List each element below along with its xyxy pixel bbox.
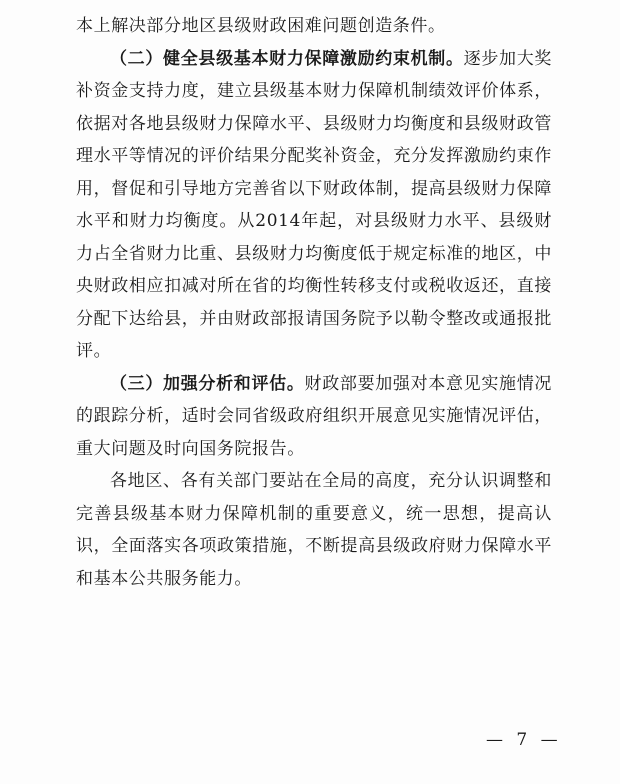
paragraph-heading: （二）健全县级基本财力保障激励约束机制。 <box>110 48 464 69</box>
paragraph-heading: （三）加强分析和评估。 <box>110 373 305 394</box>
paragraph-text: 财政部要加强对本意见实施情况的跟踪分析，适时会同省级政府组织开展意见实施情况评估，重大问题及时向国务院报告。 <box>76 373 552 459</box>
document-body <box>76 10 552 595</box>
paragraph-item-2 <box>76 43 552 368</box>
paragraph-closing: 各地区、各有关部门要站在全局的高度，充分认识调整和完善县级基本财力保障机制的重要意义，统一思想，提高认识，全面落实各项政策措施，不断提高县级政府财力保障水平和基本公共服务能力。 <box>76 471 552 589</box>
paragraph-continuation: 本上解决部分地区县级财政困难问题创造条件。 <box>76 16 446 36</box>
paragraph-item-3 <box>76 368 552 466</box>
paragraph-text: 逐步加大奖补资金支持力度，建立县级基本财力保障机制绩效评价体系，依据对各地县级财力保障水平、县级财力均衡度和县级财政管理水平等情况的评价结果分配奖补资金，充分发挥激励约束作用，督促和引导地方完善省以下财政体制，提高县级财力保障水平和财力均衡度。从2014年起，对县级财力水平、县级财力占全省财力比重、县级财力均衡度低于规定标准的地区，中央财政相应扣减对所在省的均衡性转移支付或税收返还，直接分配下达给县，并由财政部报请国务院予以勒令整改或通报批评。 <box>76 48 553 361</box>
page-number: — 7 — <box>486 730 562 750</box>
